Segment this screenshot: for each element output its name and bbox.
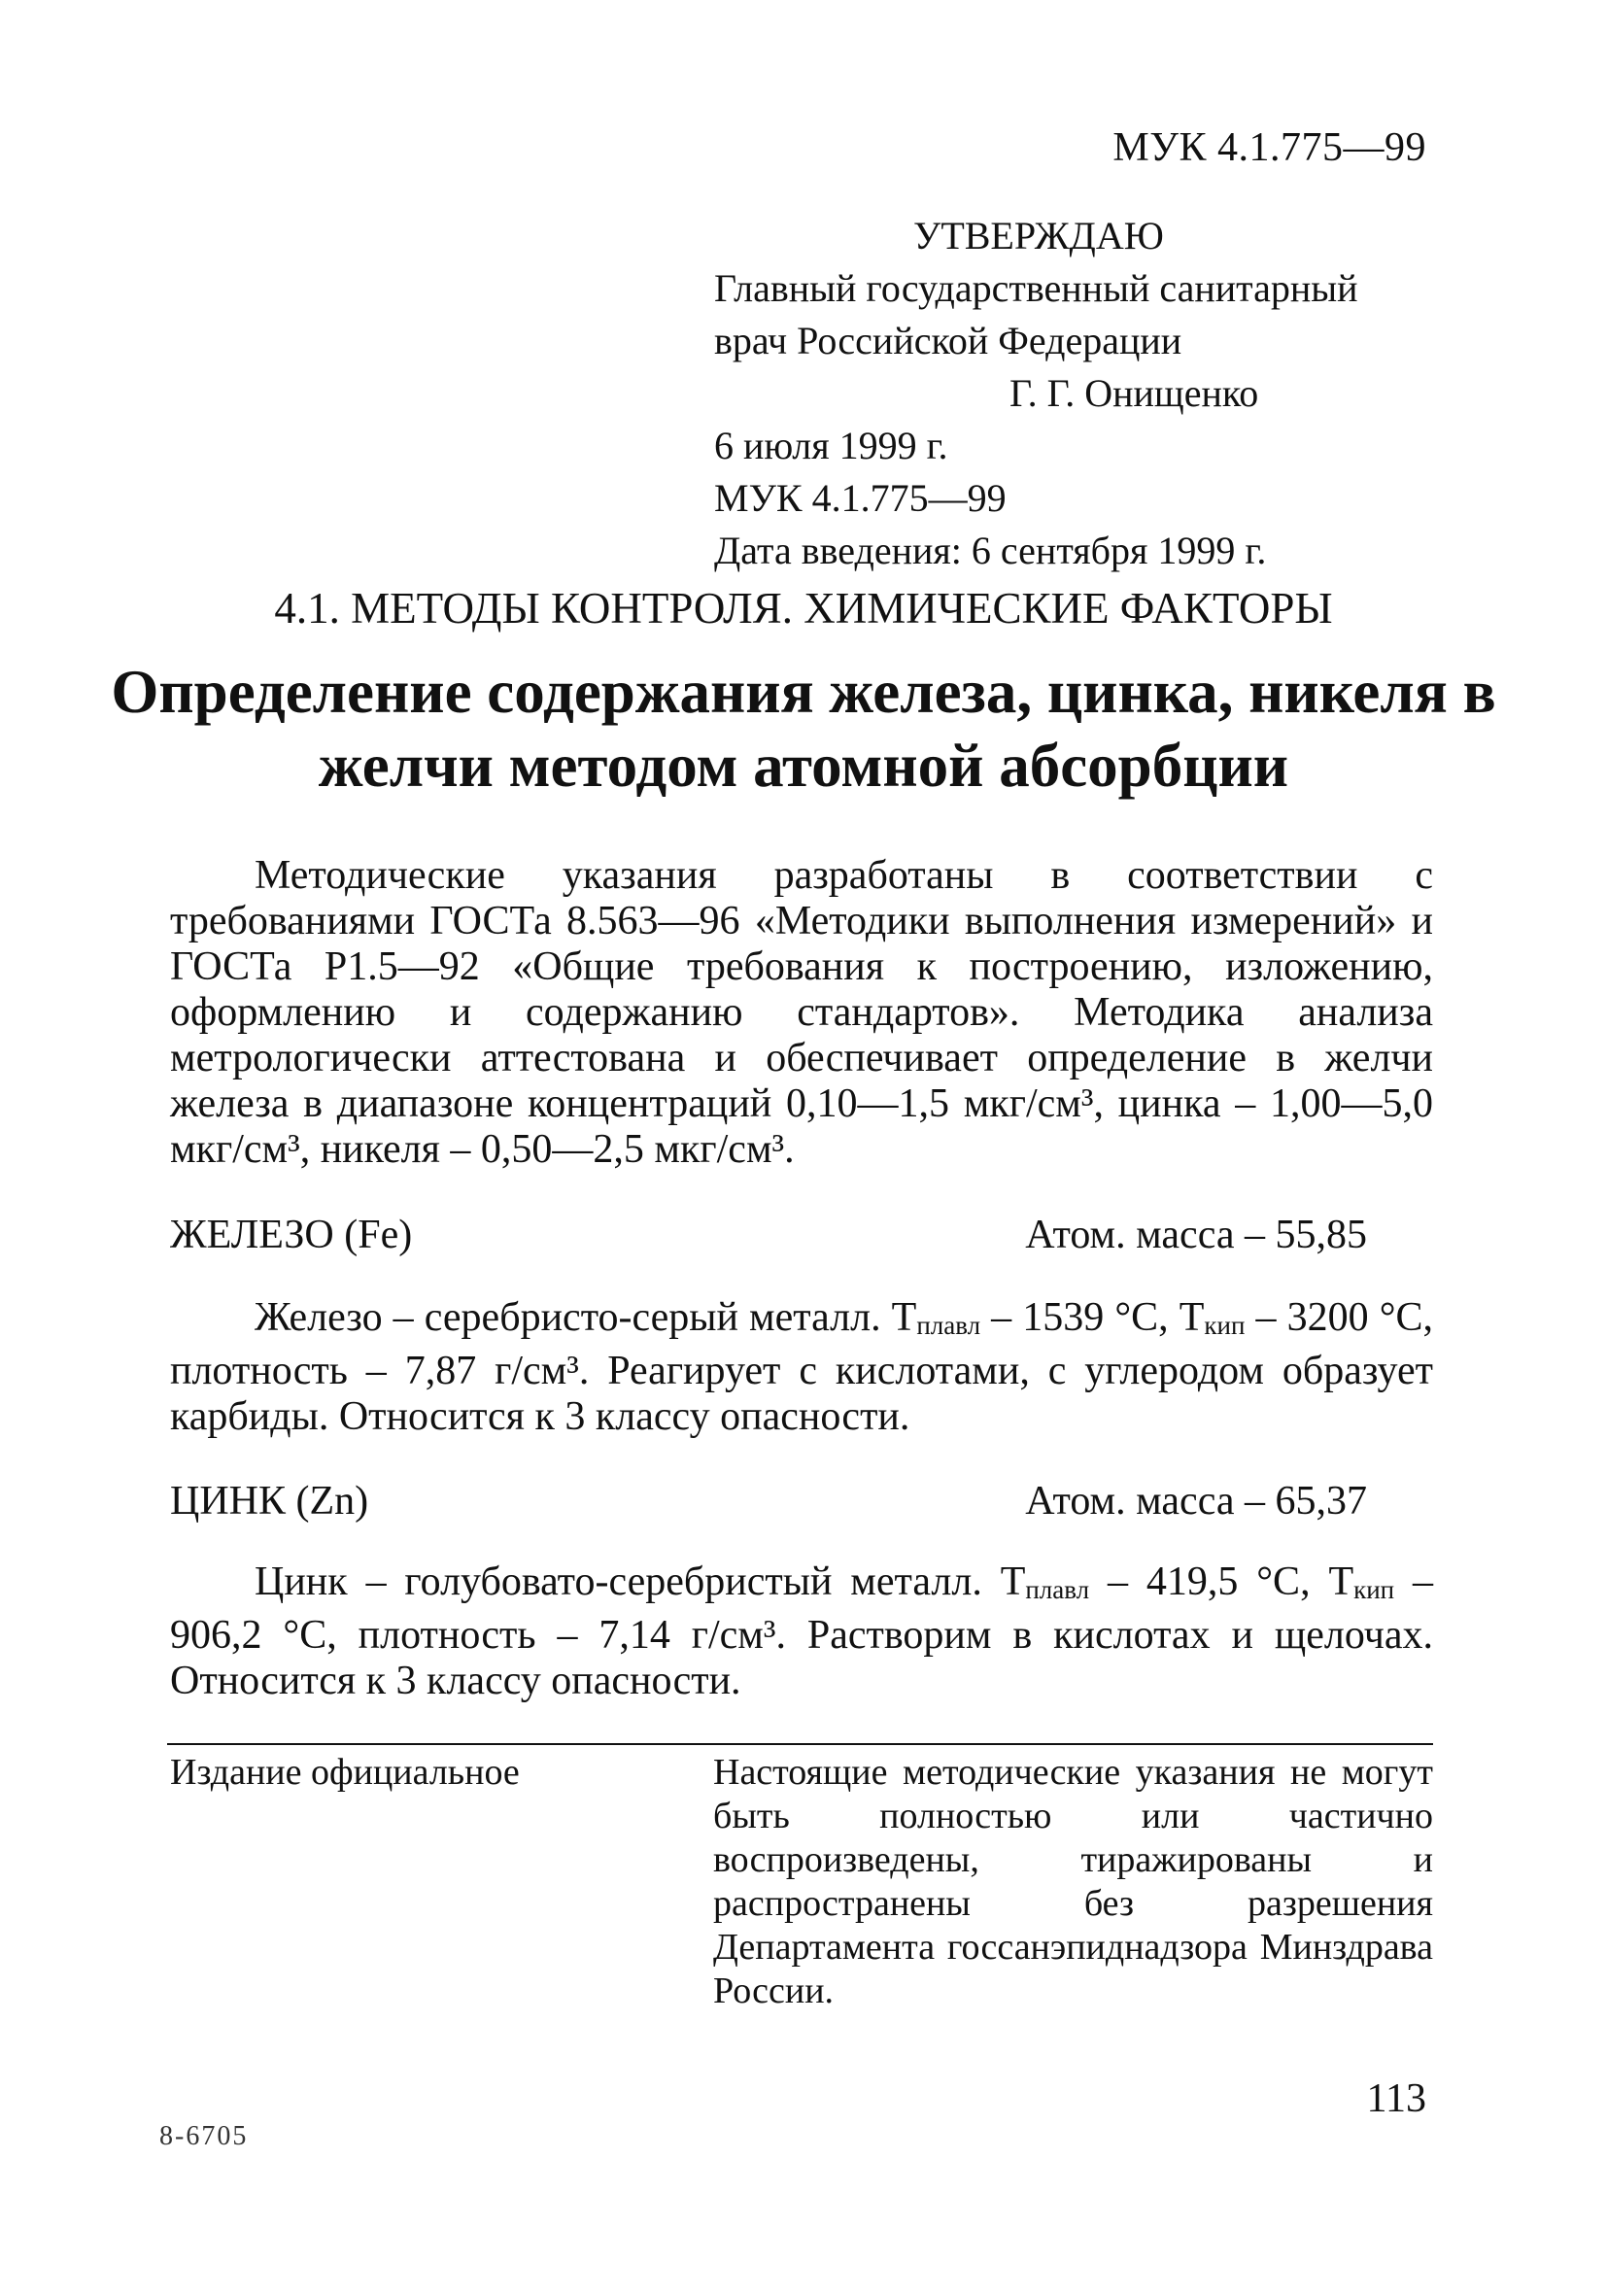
document-code: МУК 4.1.775—99 [1112, 125, 1426, 170]
zinc-desc-text-2: – 419,5 °С, T [1089, 1559, 1354, 1604]
zinc-atomic-mass: Атом. масса – 65,37 [1025, 1479, 1367, 1524]
zinc-boil-subscript: кип [1353, 1575, 1395, 1604]
iron-atomic-mass: Атом. масса – 55,85 [1025, 1213, 1367, 1257]
approval-intro-date: Дата введения: 6 сентября 1999 г. [714, 529, 1267, 572]
iron-melt-subscript: плавл [916, 1311, 981, 1340]
zinc-header [170, 1478, 1367, 1525]
copyright-notice: Настоящие методические указания не могут быть полностью или частично воспроизведены, тиражированы и распространены без разрешения Департамента госсанэпиднадзора Минздрава России. [713, 1752, 1433, 2011]
edition-label: Издание официальное [170, 1752, 520, 1793]
approval-date: 6 июля 1999 г. [714, 424, 948, 467]
zinc-melt-subscript: плавл [1025, 1575, 1090, 1604]
approval-name: Г. Г. Онищенко [1009, 371, 1259, 415]
intro-paragraph: Методические указания разработаны в соответствии с требованиями ГОСТа 8.563—96 «Методики выполнения измерений» и ГОСТа Р1.5—92 «Общие требования к построению, изложению, оформлению и содержанию стандартов». Методика анализа метрологически аттестована и обеспечивает определение в желчи железа в диапазоне концентраций 0,10—1,5 мкг/см³, цинка – 1,00—5,0 мкг/см³, никеля – 0,50—2,5 мкг/см³. [170, 853, 1433, 1172]
zinc-desc-text-1: Цинк – голубовато-серебристый металл. T [255, 1559, 1026, 1604]
zinc-name: ЦИНК (Zn) [170, 1479, 369, 1524]
main-title [0, 655, 1607, 803]
page-number: 113 [1366, 2076, 1426, 2121]
footer-divider [167, 1743, 1433, 1745]
section-title: 4.1. МЕТОДЫ КОНТРОЛЯ. ХИМИЧЕСКИЕ ФАКТОРЫ [274, 584, 1333, 633]
approval-position-line2: врач Российской Федерации [714, 319, 1182, 362]
main-title-line1: Определение содержания железа, цинка, никеля в [111, 658, 1496, 726]
approval-position-line1: Главный государственный санитарный [714, 266, 1358, 310]
print-code: 8-6705 [159, 2121, 249, 2151]
zinc-desc-text-3: – 906,2 °С, плотность – 7,14 г/см³. Растворим в кислотах и щелочах. Относится к 3 классу опасности. [170, 1559, 1434, 1703]
iron-name: ЖЕЛЕЗО (Fe) [170, 1213, 413, 1257]
iron-desc-text-1: Железо – серебристо-серый металл. T [255, 1295, 917, 1340]
zinc-description [170, 1559, 1433, 1704]
iron-desc-text-2: – 1539 °С, T [980, 1295, 1205, 1340]
approval-block [714, 210, 1453, 577]
approval-doc-code: МУК 4.1.775—99 [714, 476, 1007, 520]
approval-heading: УТВЕРЖДАЮ [913, 214, 1164, 257]
main-title-line2: желчи методом атомной абсорбции [318, 732, 1289, 800]
iron-boil-subscript: кип [1204, 1311, 1246, 1340]
iron-header [170, 1212, 1367, 1258]
iron-description [170, 1295, 1433, 1440]
iron-desc-text-3: – 3200 °С, плотность – 7,87 г/см³. Реагирует с кислотами, с углеродом образует карбиды. Относится к 3 классу опасности. [170, 1295, 1433, 1439]
